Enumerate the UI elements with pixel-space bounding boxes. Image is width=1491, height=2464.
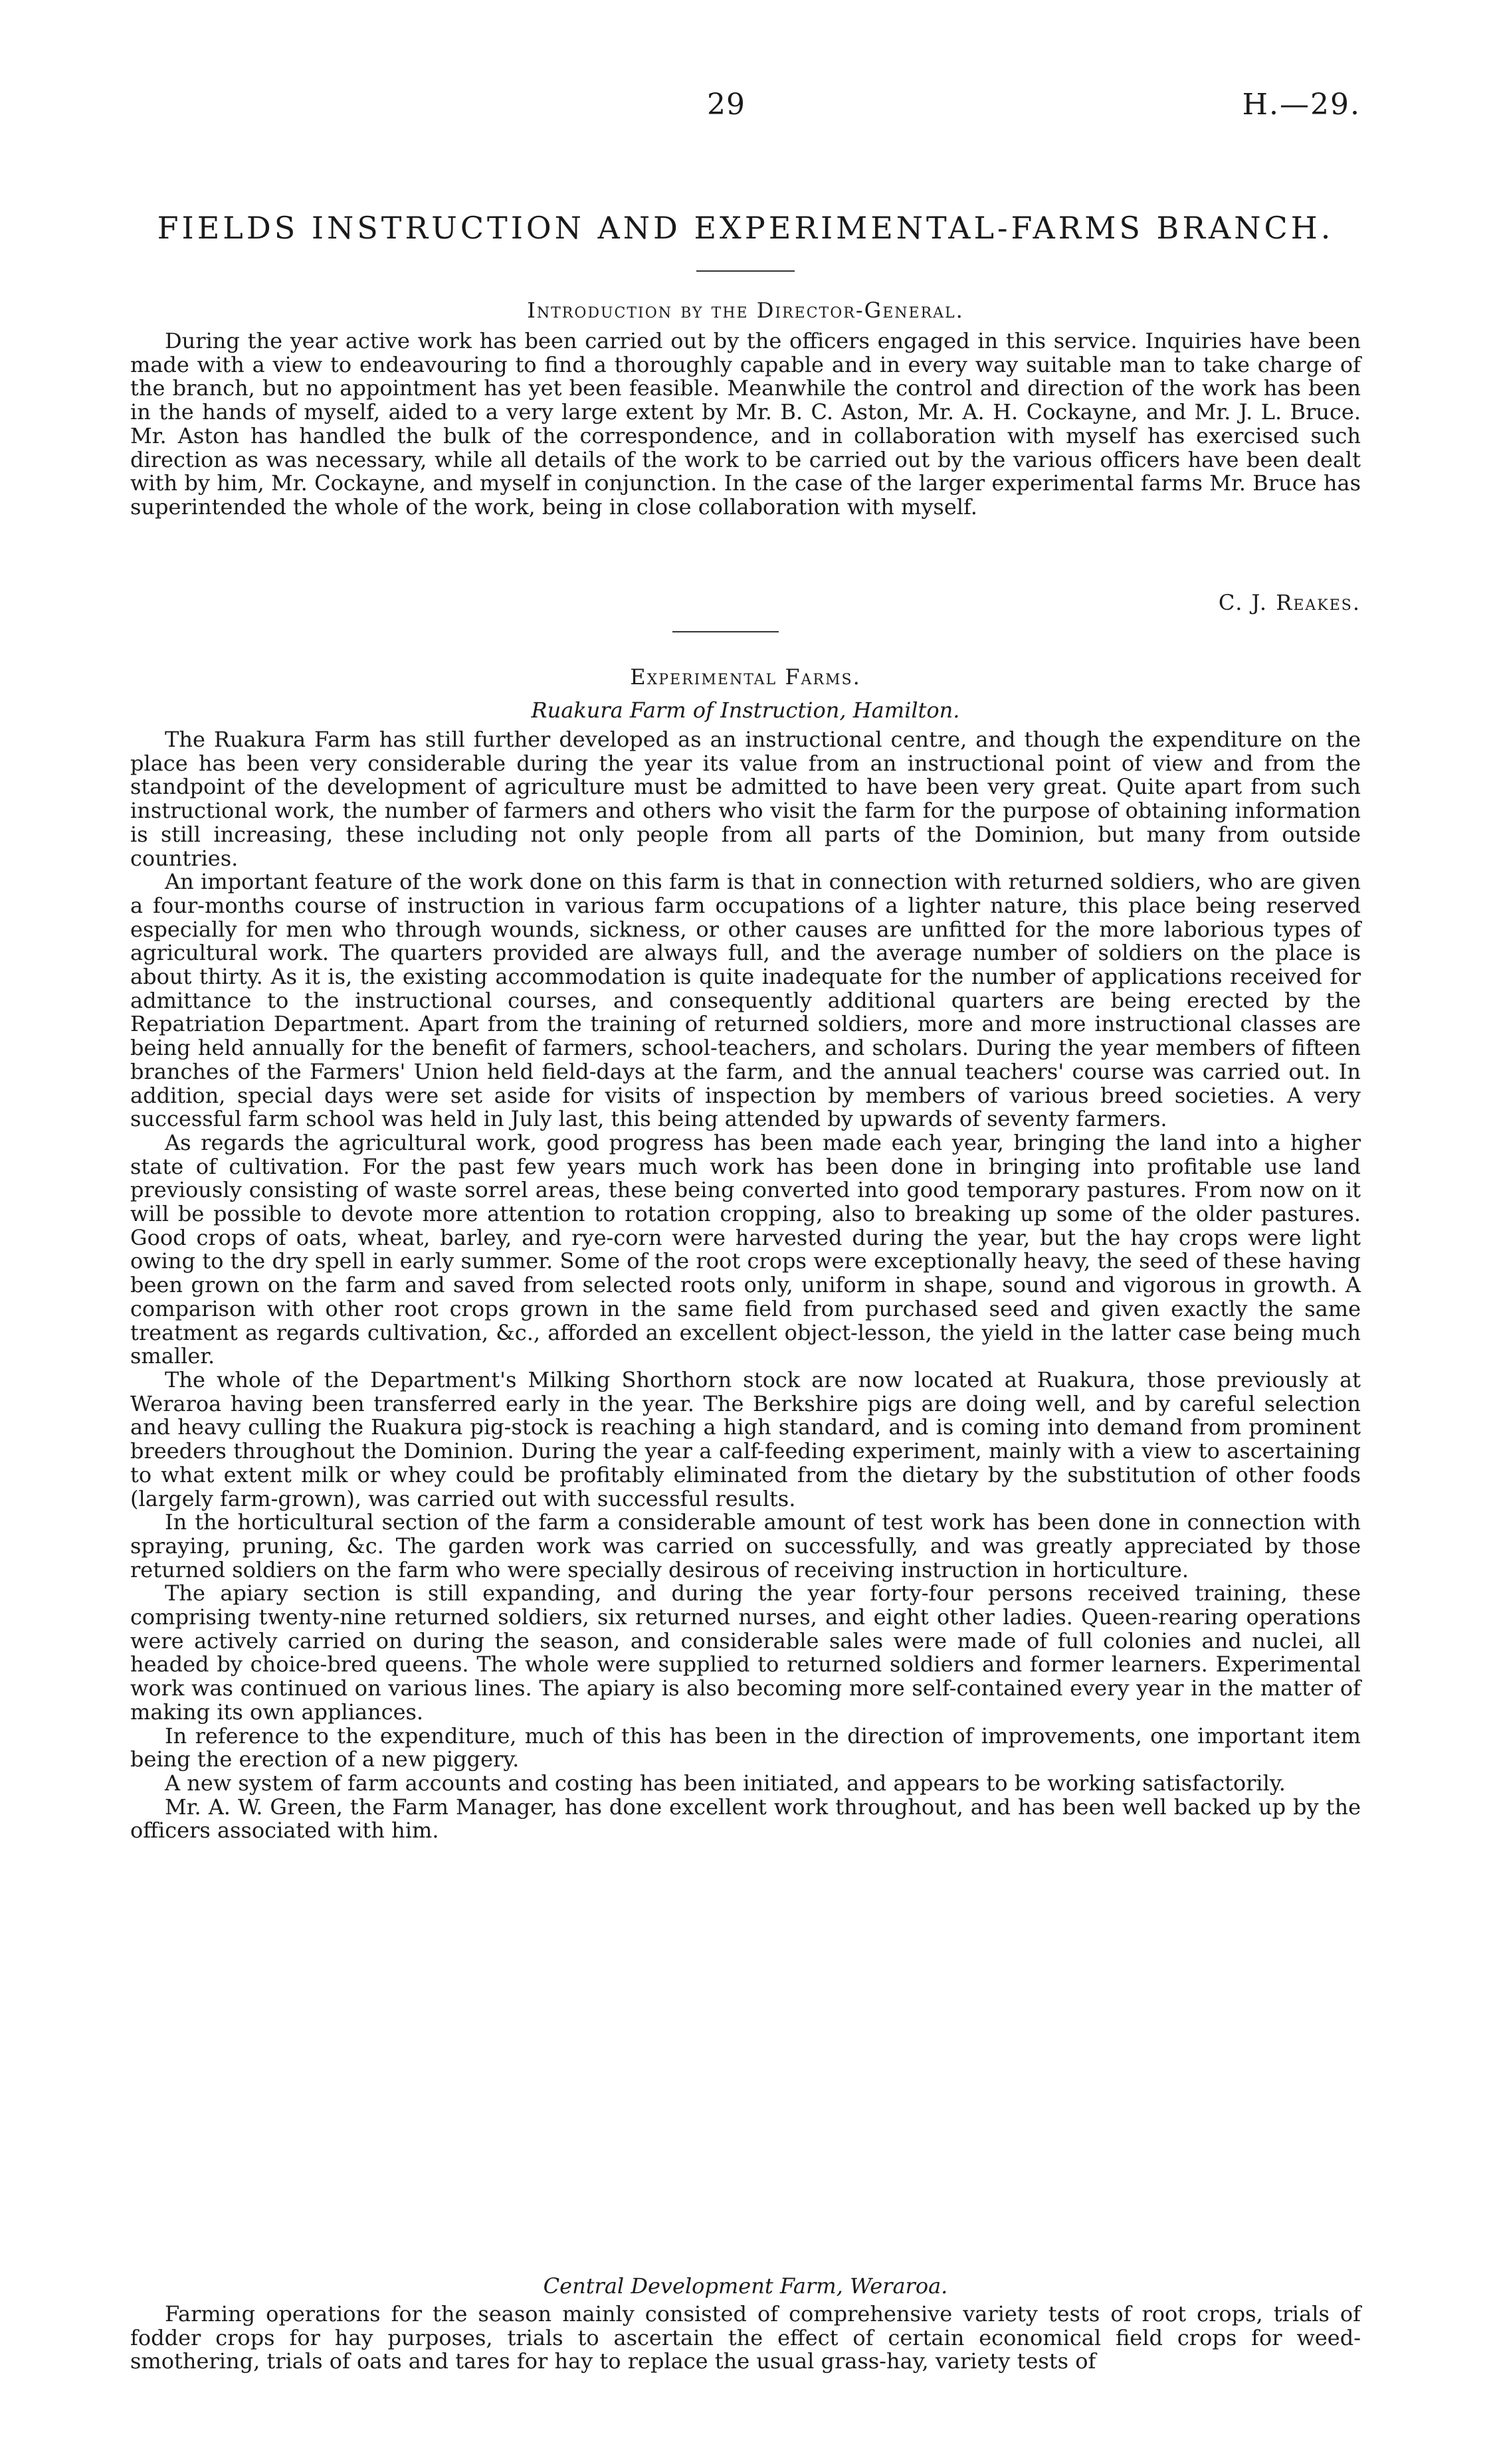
experimental-farms-heading: Experimental Farms. — [630, 664, 861, 690]
ruakura-paragraph: The Ruakura Farm has still further developed as an instructional centre, and though the expenditure on the place has been very considerable during the year its value from an instructional point of view and from the standpoint of the development of agriculture must be admitted to have been very great. Quite apart from such instructional work, the number of farmers and others who visit the farm for the purpose of obtaining information is still increasing, these including not only people from all parts of the Dominion, but many from outside countries. — [130, 727, 1361, 871]
page-number: 29 — [707, 88, 746, 122]
page-header — [0, 88, 1491, 134]
ruakura-paragraph: As regards the agricultural work, good progress has been made each year, bringing the land into a higher state of cultivation. For the past few years much work has been done in bringing into profitable use land previously consisting of waste sorrel areas, these being converted into good temporary pastures. From now on it will be possible to devote more attention to rotation cropping, also to breaking up some of the older pastures. Good crops of oats, wheat, barley, and rye-corn were harvested during the year, but the hay crops were light owing to the dry spell in early summer. Some of the root crops were exceptionally heavy, the seed of these having been grown on the farm and saved from selected roots only, uniform in shape, sound and vigorous in growth. A comparison with other root crops grown in the same field from purchased seed and given exactly the same treatment as regards cultivation, &c., afforded an excellent object-lesson, the yield in the latter case being much smaller. — [130, 1129, 1361, 1369]
section-divider — [672, 631, 779, 632]
ruakura-heading: Ruakura Farm of Instruction, Hamilton. — [531, 698, 960, 723]
introduction-paragraph: During the year active work has been carried out by the officers engaged in this service. Inquiries have been made with a view to endeavouring to find a thoroughly capable and in every way suitable man to take charge of the branch, but no appointment has yet been feasible. Meanwhile the control and direction of the work has been in the hands of myself, aided to a very large extent by Mr. B. C. Aston, Mr. A. H. Cockayne, and Mr. J. L. Bruce. Mr. Aston has handled the bulk of the correspondence, and in collaboration with myself has exercised such direction as was necessary, while all details of the work to be carried out by the various officers have been dealt with by him, Mr. Cockayne, and myself in conjunction. In the case of the larger experimental farms Mr. Bruce has superintended the whole of the work, being in close collaboration with myself. — [130, 328, 1361, 520]
ruakura-paragraph: The apiary section is still expanding, and during the year forty-four persons received training, these comprising twenty-nine returned soldiers, six returned nurses, and eight other ladies. Queen-rearing operations were actively carried on during the season, and considerable sales were made of full colonies and nuclei, all headed by choice-bred queens. The whole were supplied to returned soldiers and former learners. Experimental work was continued on various lines. The apiary is also becoming more self-contained every year in the matter of making its own appliances. — [130, 1580, 1361, 1725]
document-reference: H.—29. — [1242, 88, 1361, 122]
ruakura-paragraph: A new system of farm accounts and costing has been initiated, and appears to be working satisfactorily. — [165, 1770, 1286, 1796]
ruakura-paragraph: In reference to the expenditure, much of this has been in the direction of improvements, one important item being the erection of a new piggery. — [130, 1723, 1361, 1772]
introduction-heading: Introduction by the Director-General. — [527, 298, 964, 323]
introduction-body — [130, 330, 1361, 520]
page-title: FIELDS INSTRUCTION AND EXPERIMENTAL-FARMS BRANCH. — [157, 210, 1334, 246]
weraroa-paragraph: Farming operations for the season mainly consisted of comprehensive variety tests of root crops, trials of fodder crops for hay purposes, trials to ascertain the effect of certain economical field crops for weed-smothering, trials of oats and tares for hay to replace the usual grass-hay, variety tests of — [130, 2301, 1361, 2374]
ruakura-paragraph: Mr. A. W. Green, the Farm Manager, has done excellent work throughout, and has been well backed up by the officers associated with him. — [130, 1794, 1361, 1844]
weraroa-body — [130, 2303, 1361, 2374]
ruakura-paragraph: In the horticultural section of the farm a considerable amount of test work has been done in connection with spraying, pruning, &c. The garden work was carried on successfully, and was greatly appreciated by those returned soldiers on the farm who were specially desirous of receiving instruction in horticulture. — [130, 1509, 1361, 1582]
title-divider — [696, 270, 795, 272]
signature: C. J. Reakes. — [1218, 590, 1361, 615]
ruakura-paragraph: An important feature of the work done on this farm is that in connection with returned soldiers, who are given a four-months course of instruction in various farm occupations of a lighter nature, this place being reserved especially for men who through wounds, sickness, or other causes are unfitted for the more laborious types of agricultural work. The quarters provided are always full, and the average number of soldiers on the place is about thirty. As it is, the existing accommodation is quite inadequate for the number of applications received for admittance to the instructional courses, and consequently additional quarters are being erected by the Repatriation Department. Apart from the training of returned soldiers, more and more instructional classes are being held annually for the benefit of farmers, school-teachers, and scholars. During the year members of fifteen branches of the Farmers' Union held field-days at the farm, and the annual teachers' course was carried out. In addition, special days were set aside for visits of inspection by members of various breed societies. A very successful farm school was held in July last, this being attended by upwards of seventy farmers. — [130, 869, 1361, 1132]
ruakura-body — [130, 728, 1361, 1843]
weraroa-heading: Central Development Farm, Weraroa. — [543, 2273, 948, 2299]
ruakura-paragraph: The whole of the Department's Milking Shorthorn stock are now located at Ruakura, those previously at Weraroa having been transferred early in the year. The Berkshire pigs are doing well, and by careful selection and heavy culling the Ruakura pig-stock is reaching a high standard, and is coming into demand from prominent breeders throughout the Dominion. During the year a calf-feeding experiment, mainly with a view to ascertaining to what extent milk or whey could be profitably eliminated from the dietary by the substitution of other foods (largely farm-grown), was carried out with successful results. — [130, 1367, 1361, 1511]
